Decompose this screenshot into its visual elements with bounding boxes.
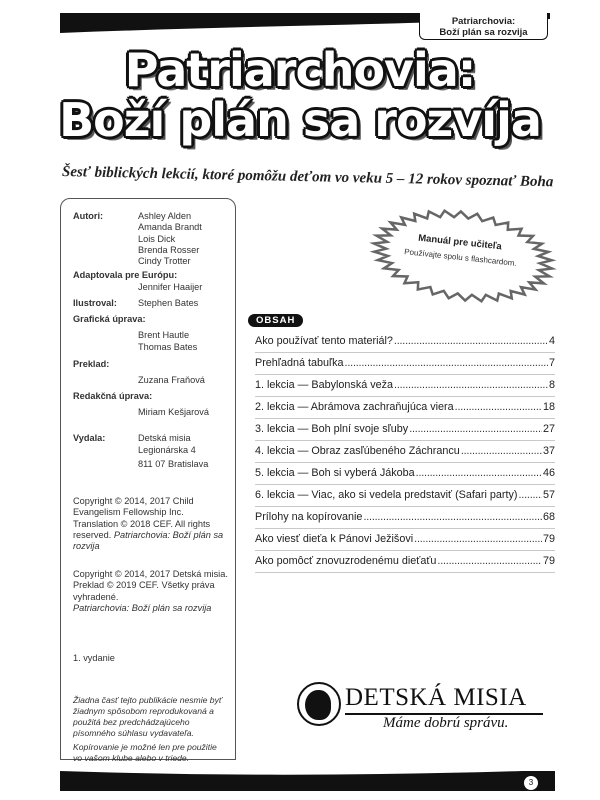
publisher-line: 811 07 Bratislava	[138, 459, 209, 469]
toc-heading: OBSAH	[248, 314, 303, 327]
toc-item[interactable]	[255, 529, 555, 551]
toc-item-page: 68	[542, 511, 555, 523]
toc-item[interactable]	[255, 485, 555, 507]
toc-item-label: 2. lekcia — Abrámova zachraňujúca viera	[255, 401, 454, 413]
toc-item-page: 37	[542, 445, 555, 457]
toc-item-label: 3. lekcia — Boh plní svoje sľuby	[255, 423, 409, 435]
header-title-tab	[419, 13, 548, 40]
toc-leader	[409, 419, 542, 440]
toc-item[interactable]	[255, 375, 555, 397]
toc-leader	[414, 529, 542, 550]
toc-item-label: 5. lekcia — Boh si vyberá Jákoba	[255, 467, 415, 479]
toc-item-label: Prílohy na kopírovanie	[255, 511, 363, 523]
toc-item-page: 8	[548, 379, 555, 391]
toc-leader	[437, 551, 542, 572]
authors-label: Autori:	[73, 211, 104, 221]
toc-leader	[455, 397, 542, 418]
graphic-label: Grafická úprava:	[73, 314, 146, 324]
toc-item[interactable]	[255, 551, 555, 573]
toc-item-page: 46	[542, 467, 555, 479]
toc-item-label: 4. lekcia — Obraz zasľúbeného Záchrancu	[255, 445, 460, 457]
toc-leader	[394, 331, 548, 352]
toc-item[interactable]	[255, 353, 555, 375]
toc-item-page: 79	[542, 533, 555, 545]
logo-tagline: Máme dobrú správu.	[383, 715, 509, 731]
illustrated-name: Stephen Bates	[138, 298, 199, 308]
translation-name: Zuzana Fraňová	[138, 375, 205, 385]
editing-label: Redakčná úprava:	[73, 391, 153, 401]
copyright-dm-title: Patriarchovia: Boží plán sa rozvija	[73, 602, 212, 613]
author-name: Lois Dick	[138, 233, 176, 244]
copyright-cef-title: Patriarchovia: Boží plán sa rozvija	[73, 529, 224, 552]
adapted-label: Adaptovala pre Európu:	[73, 270, 178, 280]
illustrated-label: Ilustroval:	[73, 298, 117, 308]
page-subtitle: Šesť biblických lekcií, ktoré pomôžu deťom vo veku 5 – 12 rokov spoznať Boha	[61, 164, 554, 191]
table-of-contents	[255, 331, 555, 573]
toc-item-label: Ako pomôcť znovuzrodenému dieťaťu	[255, 555, 437, 567]
toc-item[interactable]	[255, 507, 555, 529]
adapted-name: Jennifer Haaijer	[138, 282, 203, 292]
copyright-cef	[73, 496, 228, 552]
footer-band	[60, 771, 555, 791]
toc-item-label: 1. lekcia — Babylonská veža	[255, 379, 394, 391]
page-title-line1: Patriarchovia:	[124, 43, 476, 97]
toc-item-page: 27	[542, 423, 555, 435]
child-head-icon	[297, 682, 341, 726]
author-name: Amanda Brandt	[138, 222, 202, 233]
publisher-line: Detská misia	[138, 433, 191, 443]
toc-item-page: 4	[548, 335, 555, 347]
toc-leader	[363, 507, 542, 528]
page-title-line2: Boží plán sa rozvíja	[59, 93, 541, 147]
toc-item-label: Ako viesť dieťa k Pánovi Ježišovi	[255, 533, 414, 545]
editing-name: Miriam Kešjarová	[138, 407, 209, 417]
author-name: Cindy Trotter	[138, 256, 191, 267]
translation-label: Preklad:	[73, 359, 110, 369]
toc-item-label: 6. lekcia — Viac, ako si vedela predstaviť (Safari party)	[255, 489, 518, 501]
toc-item[interactable]	[255, 441, 555, 463]
edition: 1. vydanie	[73, 653, 115, 663]
credits-panel	[60, 198, 236, 763]
toc-item-label: Prehľadná tabuľka	[255, 357, 344, 369]
toc-item[interactable]	[255, 419, 555, 441]
logo-name: DETSKÁ MISIA	[345, 684, 527, 711]
copyright-cef-text: Copyright © 2014, 2017 Child Evangelism Fellowship Inc. Translation © 2018 CEF. All rights reserved.	[73, 496, 211, 540]
toc-item-label: Ako používať tento materiál?	[255, 335, 393, 347]
page-number: 3	[524, 776, 538, 790]
detska-misia-logo	[297, 682, 547, 742]
toc-item[interactable]	[255, 331, 555, 353]
toc-leader	[519, 485, 542, 506]
toc-leader	[416, 463, 542, 484]
toc-leader	[461, 441, 542, 462]
toc-item[interactable]	[255, 397, 555, 419]
graphic-name: Brent Hautle	[138, 330, 190, 340]
copyright-dm-text: Copyright © 2014, 2017 Detská misia. Preklad © 2019 CEF. Všetky práva vyhradené.	[73, 569, 228, 602]
copy-permission: Kopírovanie je možné len pre použitie vo vašom klube alebo v triede.	[73, 742, 217, 763]
toc-item-page: 18	[542, 401, 555, 413]
toc-item-page: 79	[542, 555, 555, 567]
author-name: Brenda Rosser	[138, 244, 200, 255]
toc-leader	[394, 375, 548, 396]
toc-item[interactable]	[255, 463, 555, 485]
publisher-label: Vydala:	[73, 433, 106, 443]
copyright-dm	[73, 569, 228, 614]
toc-leader	[345, 353, 548, 374]
burst-subtitle: Používajte spolu s flashcardom.	[403, 247, 518, 268]
header-tab-line2: Boží plán sa rozvija	[439, 27, 528, 38]
graphic-name: Thomas Bates	[138, 342, 198, 352]
header-tab-line1: Patriarchovia:	[451, 16, 516, 27]
toc-item-page: 57	[542, 489, 555, 501]
credit-authors	[73, 211, 103, 221]
publisher-line: Legionárska 4	[138, 445, 196, 455]
authors-list	[138, 211, 233, 267]
copy-notice: Žiadna časť tejto publikácie nesmie byť žiadnym spôsobom reprodukovaná a použitá bez predchádzajúceho písomného súhlasu vydavateľa.	[73, 695, 222, 738]
author-name: Ashley Alden	[138, 211, 192, 221]
toc-item-page: 7	[548, 357, 555, 369]
burst-title: Manuál pre učiteľa	[417, 232, 503, 253]
